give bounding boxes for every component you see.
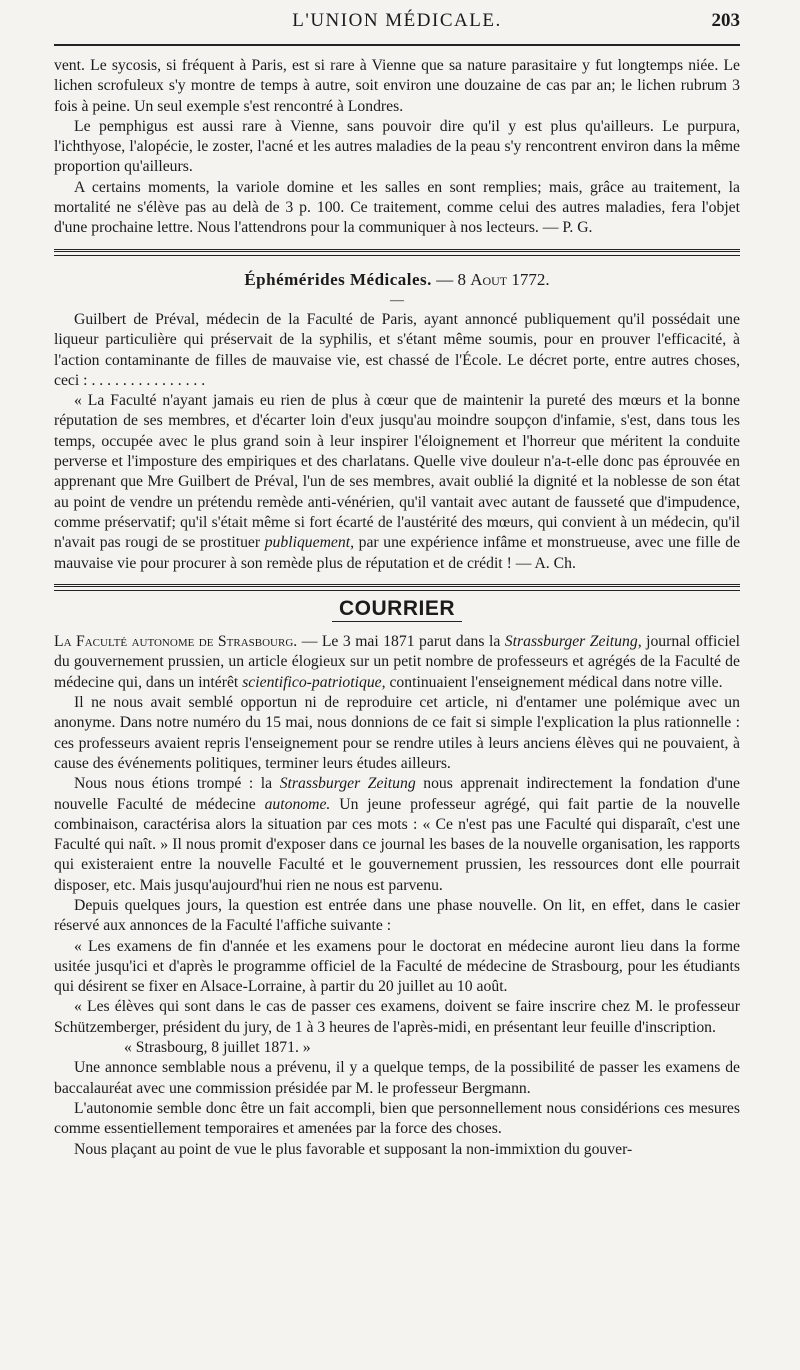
quoted-notice: « Les élèves qui sont dans le cas de passer ces examens, doivent se faire inscrire chez M. le professeur Schützemberger, président du jury, de 1 à 3 heures de l'après-midi, en présentant leur feuille d'inscription. xyxy=(54,998,740,1036)
section-divider xyxy=(54,584,740,591)
courrier-lead: La Faculté autonome de Strasbourg. xyxy=(54,633,298,651)
paragraph: Il ne nous avait semblé opportun ni de reproduire cet article, ni d'entamer une polémique avec un anonyme. Dans notre numéro du 15 mai, nous donnions de ce fait si simple l'explication la plus rationnelle : ces professeurs avaient repris l'enseignement pour se rendre utiles à leurs anciens élèves qui ne pouvaient, à cause des événements politiques, terminer leurs études ailleurs. xyxy=(54,694,740,772)
page-number: 203 xyxy=(711,10,740,31)
ephemerides-date-prefix: — 8 xyxy=(436,269,466,289)
ephemerides-title: Éphémérides Médicales. xyxy=(244,269,432,289)
paragraph: L'autonomie semble donc être un fait accompli, bien que personnellement nous considérions ces mesures comme essentiellement temporaires et amenées par la force des choses. xyxy=(54,1099,740,1138)
ephemerides-separator: — xyxy=(390,292,404,308)
running-head xyxy=(54,6,740,40)
text-run: nous apprenait indirectement la fondation d'une nouvelle Faculté de médecine xyxy=(54,775,741,813)
text-run: Un jeune professeur agrégé, qui fait partie de la nouvelle combinaison, caractérisa alors la situation par ces mots : « Ce n'est pas une Faculté qui disparaît, c'est une Faculté qui naît. » Il nous promit d'exposer dans ce journal les bases de la nouvelle organisation, les rapports qui existeraient entre la nouvelle Faculté et le gouvernement prussien, les ressources dont elle pourrait disposer, etc. Mais jusqu'aujourd'hui rien ne nous est parvenu. xyxy=(54,795,741,894)
section-divider xyxy=(54,249,740,256)
text-run: Nous nous étions trompé : la xyxy=(74,775,273,793)
text-run: journal officiel du gouvernement prussien, un article élogieux sur un petit nombre de professeurs et agrégés de la Faculté de médecine qui, dans un intérêt xyxy=(54,633,741,691)
paragraph: Depuis quelques jours, la question est entrée dans une phase nouvelle. On lit, en effet, dans le casier réservé aux annonces de la Faculté l'affiche suivante : xyxy=(54,896,740,935)
paragraph: Une annonce semblable nous a prévenu, il y a quelque temps, de la possibilité de passer les examens de baccalauréat avec une commission présidée par M. le professeur Bergmann. xyxy=(54,1059,740,1097)
text-run: continuaient l'enseignement médical dans notre ville. xyxy=(389,673,723,691)
italic-run: Strassburger Zeitung, xyxy=(504,633,642,651)
italic-run: Strassburger Zeitung xyxy=(279,775,416,793)
italic-run: autonome. xyxy=(264,795,331,813)
text-run: — Le 3 mai 1871 parut dans la xyxy=(301,633,501,651)
notice-signature: « Strasbourg, 8 juillet 1871. » xyxy=(124,1039,311,1057)
paragraph xyxy=(54,632,740,693)
ephemerides-date-year: 1772. xyxy=(511,269,550,289)
paragraph xyxy=(54,774,740,896)
heading-underline xyxy=(332,621,462,622)
ephemerides-date-month: Aout xyxy=(470,269,508,289)
header-rule xyxy=(54,44,740,46)
article-body xyxy=(54,56,740,1160)
ephemerides-heading xyxy=(54,270,740,290)
decree-text: « La Faculté n'ayant jamais eu rien de plus à cœur que de maintenir la pureté des mœurs et la bonne réputation de ses membres, et d'écarter loin d'eux jusqu'au moindre soupçon d'infamie, s'est, dans tous les temps, occupée avec le plus grand soin à leur inspirer l'éloignement et l'horreur que méritent la conduite perverse et l'imposture des empiriques et des charlatans. Quelle vive douleur n'a-t-elle donc pas éprouvée en apprenant que Mre Guilbert de Préval, l'un de ses membres, avait oublié la dignité et la noblesse de son état au point de vendre un prétendu remède anti-vénérien, qu'il vantait avec autant de fausseté que d'impudence, comme préservatif; qu'il s'était même si fort écarté de l'austérité des mœurs, qui convient à un médecin, qu'il n'avait pas rougi de se prostituer xyxy=(54,392,740,552)
decree-text-end: par une expérience infâme et monstrueuse, avec une fille de mauvaise vie pour procurer à son remède plus de réputation et de crédit ! — A. Ch. xyxy=(54,534,741,572)
paragraph: A certains moments, la variole domine et les salles en sont remplies; mais, grâce au traitement, la mortalité ne s'élève pas au delà de 3 p. 100. Ce traitement, comme celui des autres maladies, fera l'objet d'une prochaine lettre. Nous l'attendrons pour la communiquer à nos lecteurs. — P. G. xyxy=(54,178,740,237)
paragraph: Nous plaçant au point de vue le plus favorable et supposant la non-immixtion du gouver- xyxy=(74,1140,633,1158)
italic-run: scientifico-patriotique, xyxy=(242,673,386,691)
paragraph: Le pemphigus est aussi rare à Vienne, sans pouvoir dire qu'il y est plus qu'ailleurs. Le purpura, l'ichthyose, l'alopécie, le zoster, l'acné et les autres maladies de la peau s'y rencontrent environ dans la même proportion qu'ailleurs. xyxy=(54,117,740,176)
quoted-notice: « Les examens de fin d'année et les examens pour le doctorat en médecine auront lieu dans la forme usitée jusqu'ici et d'après le programme officiel de la Faculté de médecine de Strasbourg, pour les étudiants qui désirent se fixer en Alsace-Lorraine, à partir du 20 juillet au 10 août. xyxy=(54,937,740,996)
quoted-decree xyxy=(54,391,740,574)
paragraph: Guilbert de Préval, médecin de la Faculté de Paris, ayant annoncé publiquement qu'il possédait une liqueur particulière qui préservait de la syphilis, et s'étant même soumis, pour en prouver l'efficacité, à l'action contaminante de filles de mauvaise vie, est chassé de l'École. Le décret porte, entre autres choses, ceci : . . . . . . . . . . . . . . . xyxy=(54,310,740,389)
courrier-heading: COURRIER xyxy=(338,596,455,620)
journal-title: L'UNION MÉDICALE. xyxy=(292,10,502,31)
paragraph: vent. Le sycosis, si fréquent à Paris, est si rare à Vienne que sa nature parasitaire y fut longtemps niée. Le lichen scrofuleux s'y montre de temps à autre, soit environ une douzaine de cas par an; le lichen rubrum 3 fois à peine. Un seul exemple s'est rencontré à Londres. xyxy=(54,57,740,115)
decree-italic: publiquement, xyxy=(264,534,355,552)
